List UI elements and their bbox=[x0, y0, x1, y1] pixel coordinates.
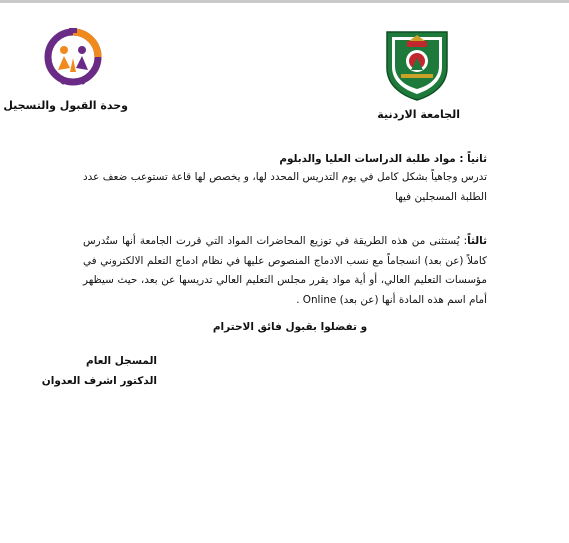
admission-registration-logo bbox=[44, 28, 102, 94]
signer-title: المسجل العام bbox=[86, 355, 157, 367]
section-three-body: : يُستثنى من هذه الطريقة في توزيع المحاضرات المواد التي قررت الجامعة أنها ستُدرس كاملاً (عن بعد) انسجاماً مع نسب الادماج المنصوص عليها في نظام ادماج التعلم الالكتروني في مؤسسات التعليم العالي، أو أية مواد يقرر مجلس التعليم العالي تدريسها عن بعد، حيث سيظهر أمام اسم هذه المادة أنها (عن بعد) Online . bbox=[83, 235, 487, 306]
registration-unit-name: وحدة القبول والتسجيل bbox=[3, 99, 128, 112]
section-two-body: تدرس وجاهياً بشكل كامل في يوم التدريس المحدد لها، و يخصص لها قاعة تستوعب ضعف عدد الطلبة المسجلين فيها bbox=[83, 171, 487, 203]
section-three-label: ثالثاً bbox=[467, 235, 487, 247]
section-three bbox=[83, 232, 487, 310]
signer-name: الدكتور اشرف العدوان bbox=[41, 375, 157, 387]
university-of-jordan-logo bbox=[383, 28, 451, 102]
section-two-heading bbox=[83, 150, 487, 170]
top-border-line bbox=[0, 0, 569, 3]
closing-line: و تفضلوا بقبول فائق الاحترام bbox=[212, 321, 368, 333]
section-two-title: : مواد طلبة الدراسات العليا والدبلوم bbox=[279, 153, 464, 165]
university-name: الجامعة الاردنية bbox=[377, 108, 460, 121]
section-two-label: ثانياً bbox=[467, 153, 487, 165]
